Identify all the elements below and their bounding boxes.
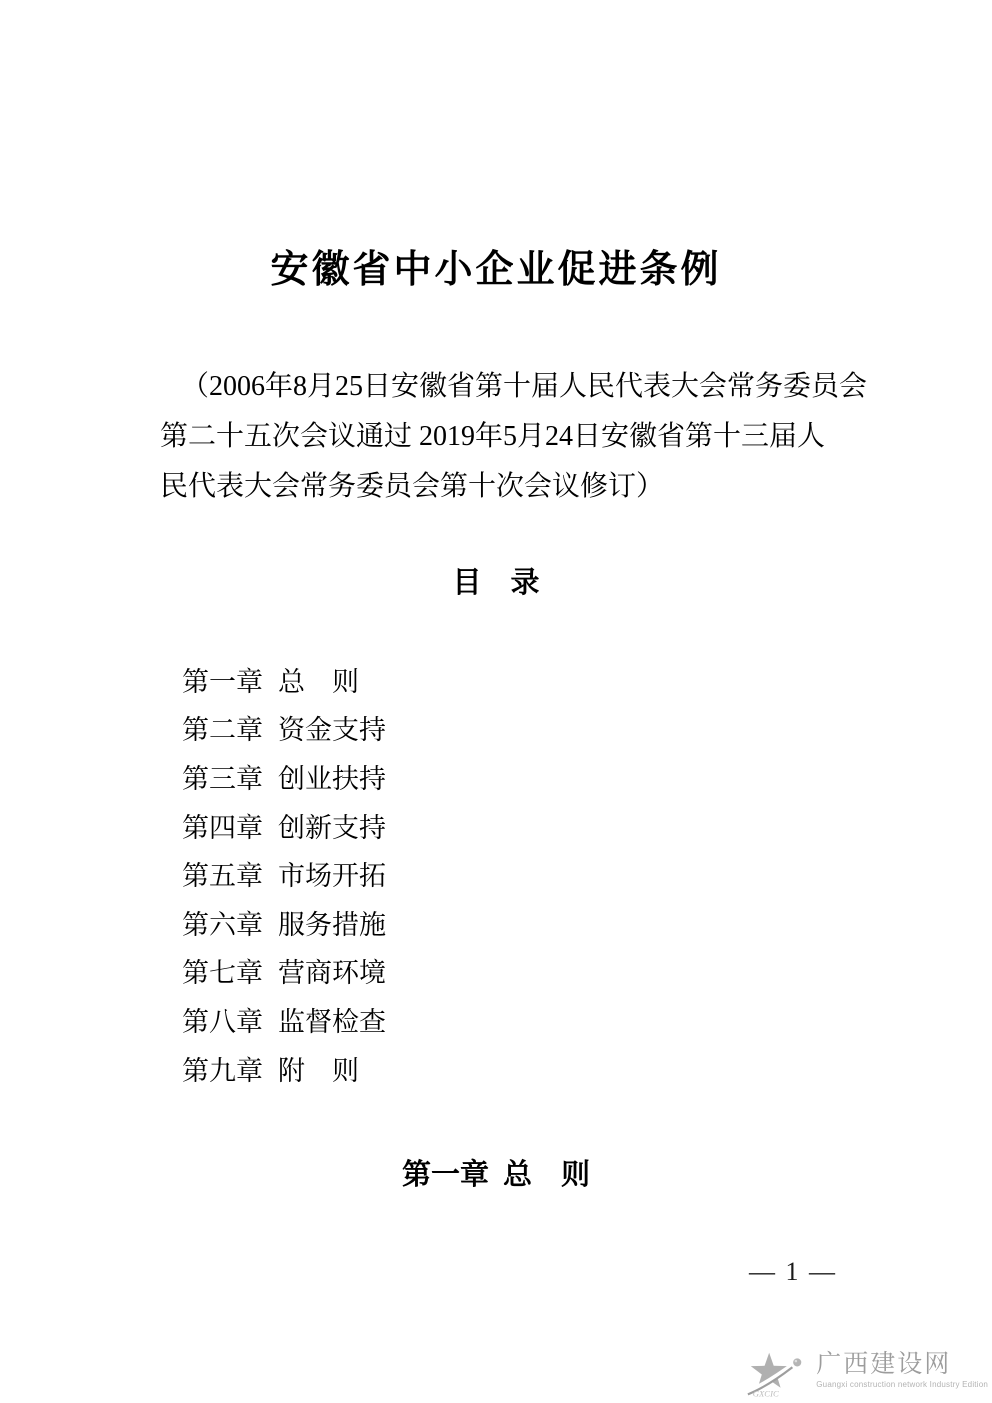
toc-item <box>182 704 386 753</box>
watermark-text <box>816 1349 988 1389</box>
toc-item-num: 第一章 <box>182 666 263 697</box>
toc-item-title: 创业扶持 <box>278 763 386 794</box>
document-title: 安徽省中小企业促进条例 <box>270 249 722 291</box>
toc-item-title: 总 则 <box>278 666 359 697</box>
toc-item <box>182 849 386 898</box>
preamble-line-1: （2006年8月25日安徽省第十届人民代表大会常务委员会 <box>181 371 868 402</box>
toc-item <box>182 995 386 1044</box>
section-heading <box>0 1152 992 1193</box>
toc-item-title: 营商环境 <box>278 958 386 989</box>
toc-item-num: 第六章 <box>182 909 263 940</box>
toc-item-num: 第九章 <box>182 1055 263 1086</box>
toc-item-num: 第七章 <box>182 958 263 989</box>
toc-item-num: 第三章 <box>182 763 263 794</box>
toc-heading: 目 录 <box>452 567 540 599</box>
page-number: — 1 — <box>749 1257 837 1286</box>
toc-list <box>182 655 386 1092</box>
toc-item-num: 第八章 <box>182 1006 263 1037</box>
preamble-line-2: 第二十五次会议通过 2019年5月24日安徽省第十三届人 <box>160 421 826 452</box>
toc-item-title: 资金支持 <box>278 715 386 746</box>
section-heading-num: 第一章 <box>401 1159 489 1191</box>
toc-item <box>182 801 386 850</box>
star-logo-icon <box>744 1351 804 1399</box>
toc-item <box>182 655 386 704</box>
toc-item-title: 创新支持 <box>278 812 386 843</box>
svg-text:GXCIC: GXCIC <box>752 1388 780 1399</box>
toc-item-title: 市场开拓 <box>278 861 386 892</box>
section-heading-title: 总 则 <box>503 1159 591 1191</box>
preamble-line-3: 民代表大会常务委员会第十次会议修订） <box>160 471 665 502</box>
toc-item-title: 监督检查 <box>278 1006 386 1037</box>
toc-item-num: 第四章 <box>182 812 263 843</box>
toc-item <box>182 1044 386 1093</box>
preamble <box>160 362 868 512</box>
toc-item-num: 第二章 <box>182 715 263 746</box>
toc-item-title: 附 则 <box>278 1055 359 1086</box>
watermark-site-name-en: Guangxi construction network Industry Edition <box>816 1380 988 1389</box>
watermark-logo <box>744 1349 988 1399</box>
toc-item <box>182 752 386 801</box>
toc-item <box>182 947 386 996</box>
watermark-site-name-cn: 广西建设网 <box>816 1350 952 1378</box>
toc-item-num: 第五章 <box>182 861 263 892</box>
toc-item <box>182 898 386 947</box>
toc-item-title: 服务措施 <box>278 909 386 940</box>
